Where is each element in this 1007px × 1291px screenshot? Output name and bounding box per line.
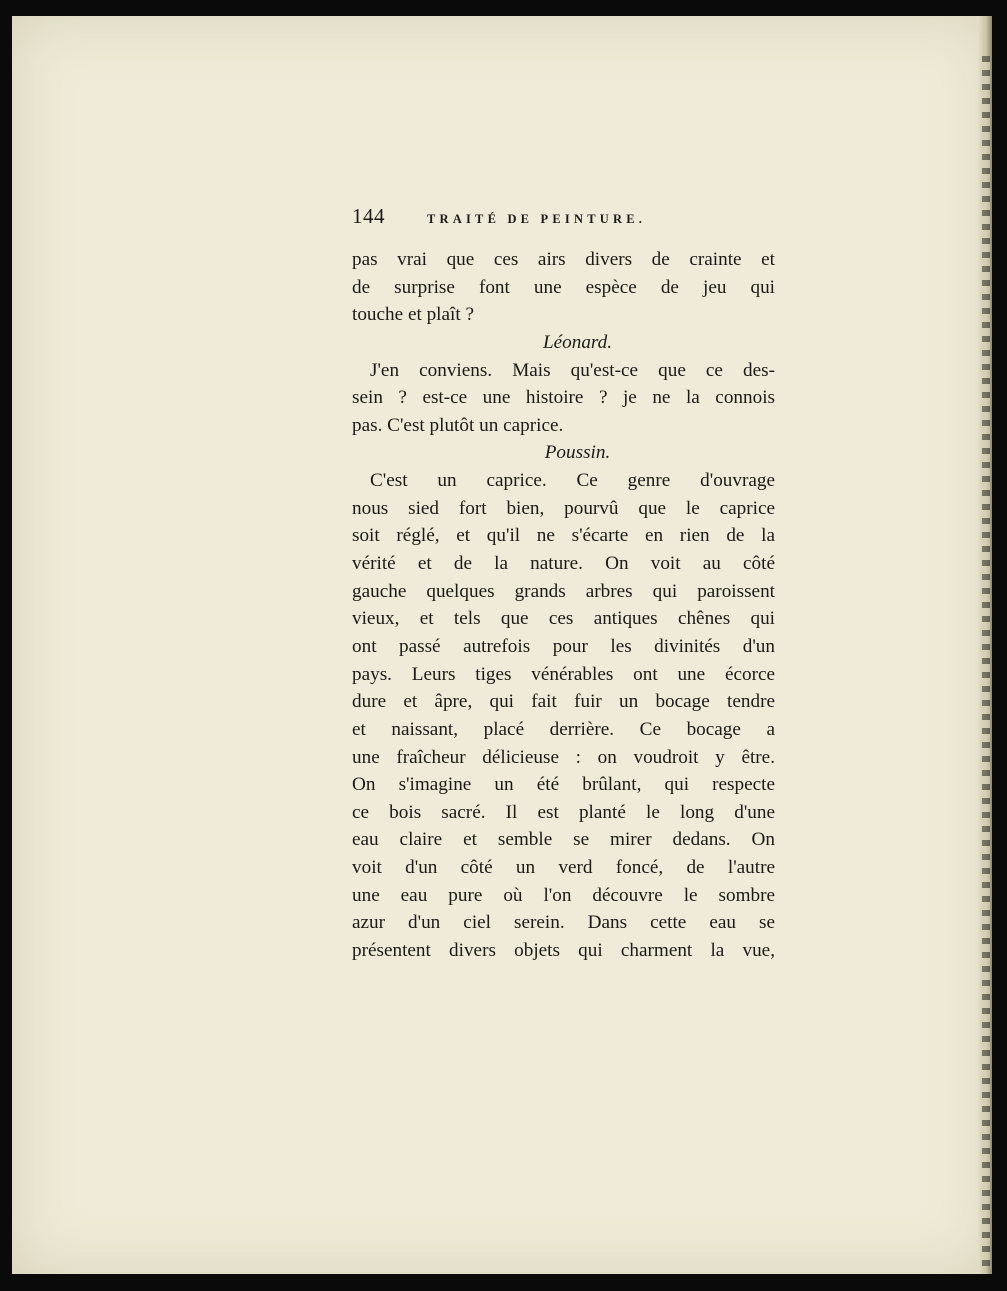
speaker-name: Poussin. — [544, 442, 611, 464]
text-line: une eau pure où l'on découvre le sombre — [352, 884, 775, 906]
text-line: de surprise font une espèce de jeu qui — [352, 276, 775, 298]
text-line: gauche quelques grands arbres qui paroissent — [352, 580, 775, 602]
text-line: touche et plaît ? — [352, 304, 475, 326]
speaker-name: Léonard. — [542, 331, 613, 353]
text-line: voit d'un côté un verd foncé, de l'autre — [352, 857, 775, 879]
book-page — [12, 16, 992, 1274]
text-line: ont passé autrefois pour les divinités d'un — [352, 635, 775, 657]
text-line: nous sied fort bien, pourvû que le caprice — [352, 497, 775, 519]
text-line: pays. Leurs tiges vénérables ont une écorce — [352, 663, 775, 685]
text-line: eau claire et semble se mirer dedans. On — [352, 829, 775, 851]
text-line: une fraîcheur délicieuse : on voudroit y être. — [352, 746, 775, 768]
text-line: ce bois sacré. Il est planté le long d'une — [352, 801, 775, 823]
text-line: présentent divers objets qui charment la vue, — [352, 940, 775, 962]
text-line: vieux, et tels que ces antiques chênes qui — [352, 608, 775, 630]
text-line: soit réglé, et qu'il ne s'écarte en rien de la — [352, 525, 775, 547]
body-text — [352, 246, 775, 965]
text-line: sein ? est-ce une histoire ? je ne la connois — [352, 387, 775, 409]
text-line: pas vrai que ces airs divers de crainte et — [352, 249, 775, 270]
page-number: 144 — [352, 204, 385, 228]
text-line: pas. C'est plutôt un caprice. — [352, 414, 564, 436]
text-line: dure et âpre, qui fait fuir un bocage tendre — [352, 691, 775, 713]
text-line: et naissant, placé derrière. Ce bocage a — [352, 718, 775, 740]
text-line: J'en conviens. Mais qu'est-ce que ce des- — [370, 359, 775, 381]
page-header — [352, 204, 692, 232]
text-line: azur d'un ciel serein. Dans cette eau se — [352, 912, 775, 934]
running-head: TRAITÉ DE PEINTURE. — [427, 212, 647, 226]
text-line: vérité et de la nature. On voit au côté — [352, 553, 775, 575]
page-edge-strip — [982, 56, 990, 1266]
text-line: On s'imagine un été brûlant, qui respecte — [352, 774, 775, 796]
text-line: C'est un caprice. Ce genre d'ouvrage — [370, 470, 775, 492]
